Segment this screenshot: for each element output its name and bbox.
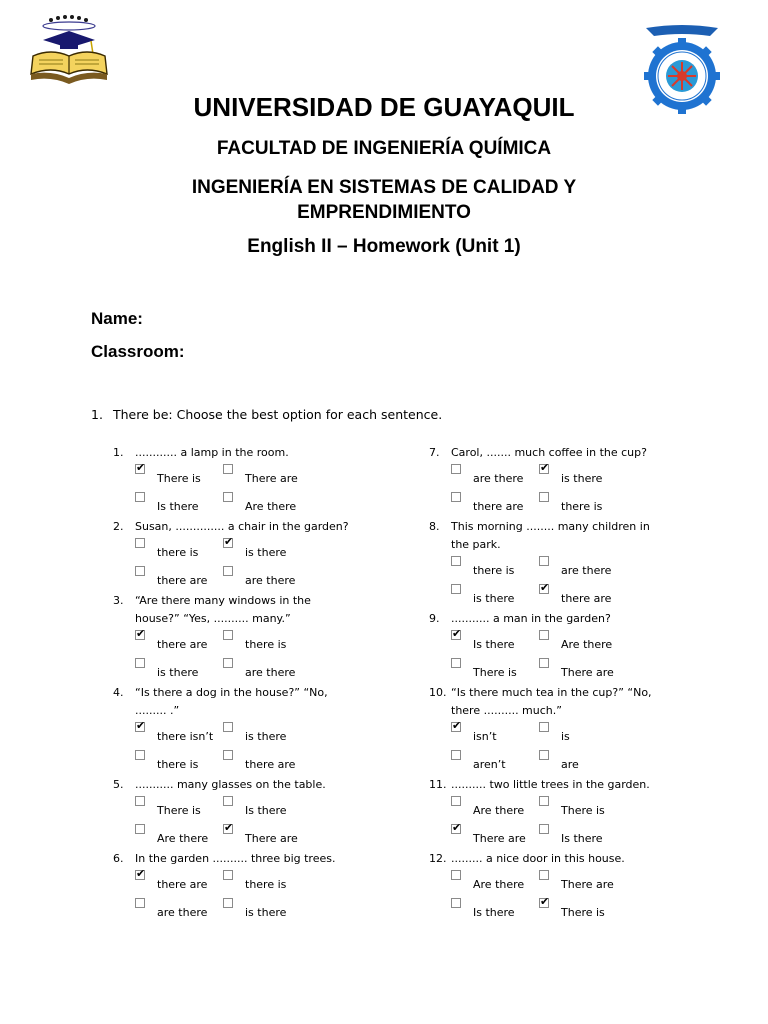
book-cap-icon <box>27 14 111 86</box>
question-text-row <box>429 684 689 720</box>
checkbox-icon[interactable] <box>135 658 145 668</box>
checked-box-icon[interactable] <box>223 535 234 548</box>
question-text-row <box>429 444 689 462</box>
check-mark-icon: ✔ <box>136 627 146 640</box>
check-mark-icon: ✔ <box>136 719 146 732</box>
question-text: This morning ........ many children in the park. <box>451 520 650 551</box>
question-text: “Is there much tea in the cup?” “No, there .......... much.” <box>451 686 652 717</box>
option-label: isn’t <box>473 730 497 743</box>
question-item <box>113 518 373 592</box>
question-number: 6. <box>113 852 124 865</box>
option-row <box>113 564 373 592</box>
option-label: There is <box>157 804 201 817</box>
checkbox-icon[interactable] <box>223 898 233 908</box>
option-label: there are <box>245 758 296 771</box>
check-mark-icon: ✔ <box>224 535 234 548</box>
option-label: There are <box>245 832 298 845</box>
checkbox-icon[interactable] <box>223 750 233 760</box>
checkbox-icon[interactable] <box>539 556 549 566</box>
instruction <box>91 407 442 422</box>
career-title-text: INGENIERÍA EN SISTEMAS DE CALIDAD Y EMPRENDIMIENTO <box>191 177 577 223</box>
question-text: “Is there a dog in the house?” “No, ......... .” <box>135 686 328 717</box>
question-item <box>113 444 373 518</box>
option-row <box>113 720 373 748</box>
checkbox-icon[interactable] <box>539 630 549 640</box>
option-label: Are there <box>157 832 209 845</box>
option-row <box>113 822 373 850</box>
option-row <box>429 868 689 896</box>
option-row <box>429 582 689 610</box>
checkbox-icon[interactable] <box>451 658 461 668</box>
checkbox-icon[interactable] <box>451 898 461 908</box>
question-text-row <box>113 684 373 720</box>
option-label: there isn’t <box>157 730 214 743</box>
checkbox-icon[interactable] <box>539 722 549 732</box>
checkbox-icon[interactable] <box>223 870 233 880</box>
name-label: Name: <box>91 309 143 328</box>
checkbox-icon[interactable] <box>135 796 145 806</box>
option-label: There are <box>245 472 298 485</box>
question-text: Carol, ....... much coffee in the cup? <box>451 446 647 459</box>
option-row <box>429 656 689 684</box>
option-label: is there <box>473 592 515 605</box>
option-row <box>113 794 373 822</box>
option-label: Are there <box>473 878 525 891</box>
check-mark-icon: ✔ <box>452 821 462 834</box>
question-text-row <box>429 776 689 794</box>
option-label: are there <box>561 564 612 577</box>
option-label: are there <box>245 574 296 587</box>
option-label: is there <box>245 730 287 743</box>
option-label: Are there <box>473 804 525 817</box>
option-label: are there <box>245 666 296 679</box>
checkbox-icon[interactable] <box>451 870 461 880</box>
question-item <box>429 610 689 684</box>
checkbox-icon[interactable] <box>223 566 233 576</box>
checkbox-icon[interactable] <box>135 492 145 502</box>
classroom-label: Classroom: <box>91 342 185 361</box>
option-row <box>113 490 373 518</box>
checkbox-icon[interactable] <box>451 796 461 806</box>
faculty-title: FACULTAD DE INGENIERÍA QUÍMICA <box>216 138 552 159</box>
question-number: 4. <box>113 686 124 699</box>
question-item <box>429 850 689 924</box>
checkbox-icon[interactable] <box>539 824 549 834</box>
option-label: There is <box>473 666 517 679</box>
question-number: 2. <box>113 520 124 533</box>
option-row <box>429 628 689 656</box>
option-label: are there <box>473 472 524 485</box>
checkbox-icon[interactable] <box>451 492 461 502</box>
option-row <box>113 656 373 684</box>
option-label: there is <box>561 500 603 513</box>
option-row <box>429 896 689 924</box>
question-text-row <box>429 610 689 628</box>
checkbox-icon[interactable] <box>135 898 145 908</box>
option-label: there is <box>157 546 199 559</box>
question-number: 10. <box>429 686 447 699</box>
checkbox-icon[interactable] <box>223 796 233 806</box>
option-label: there are <box>157 574 208 587</box>
option-label: There is <box>561 804 605 817</box>
checked-box-icon[interactable] <box>135 719 146 732</box>
question-item <box>429 684 689 776</box>
option-row <box>113 628 373 656</box>
checked-box-icon[interactable] <box>135 461 146 474</box>
question-number: 3. <box>113 594 124 607</box>
check-mark-icon: ✔ <box>136 461 146 474</box>
question-item <box>113 776 373 850</box>
option-label: there is <box>157 758 199 771</box>
check-mark-icon: ✔ <box>540 895 550 908</box>
question-text: ........... many glasses on the table. <box>135 778 326 791</box>
questions-right-column <box>429 444 689 924</box>
option-label: Are there <box>245 500 297 513</box>
option-row <box>429 554 689 582</box>
option-label: Are there <box>561 638 613 651</box>
question-item <box>429 518 689 610</box>
checkbox-icon[interactable] <box>539 750 549 760</box>
option-row <box>113 748 373 776</box>
check-mark-icon: ✔ <box>540 461 550 474</box>
question-text-row <box>113 776 373 794</box>
question-number: 12. <box>429 852 447 865</box>
question-item <box>113 850 373 924</box>
option-label: Is there <box>561 832 603 845</box>
option-row <box>113 868 373 896</box>
option-label: There are <box>473 832 526 845</box>
option-label: are there <box>157 906 208 919</box>
option-row <box>429 794 689 822</box>
checkbox-icon[interactable] <box>539 492 549 502</box>
option-row <box>429 720 689 748</box>
question-number: 8. <box>429 520 440 533</box>
question-item <box>429 776 689 850</box>
question-number: 11. <box>429 778 447 791</box>
option-label: There are <box>561 878 614 891</box>
option-label: there are <box>157 878 208 891</box>
option-row <box>429 822 689 850</box>
option-row <box>113 536 373 564</box>
option-label: is there <box>157 666 199 679</box>
career-title <box>0 175 768 225</box>
option-label: there is <box>473 564 515 577</box>
check-mark-icon: ✔ <box>136 867 146 880</box>
option-row <box>113 896 373 924</box>
question-text-row <box>113 592 373 628</box>
checked-box-icon[interactable] <box>539 895 550 908</box>
option-label: There are <box>561 666 614 679</box>
checkbox-icon[interactable] <box>539 796 549 806</box>
question-number: 9. <box>429 612 440 625</box>
option-label: aren’t <box>473 758 506 771</box>
question-item <box>113 592 373 684</box>
option-label: Is there <box>157 500 199 513</box>
check-mark-icon: ✔ <box>224 821 234 834</box>
question-text: .......... two little trees in the garden. <box>451 778 650 791</box>
checked-box-icon[interactable] <box>539 461 550 474</box>
question-text-row <box>113 518 373 536</box>
option-label: there are <box>561 592 612 605</box>
checkbox-icon[interactable] <box>451 584 461 594</box>
question-text: In the garden .......... three big trees. <box>135 852 336 865</box>
question-text-row <box>429 850 689 868</box>
checkbox-icon[interactable] <box>451 556 461 566</box>
question-number: 1. <box>113 446 124 459</box>
instruction-text: There be: Choose the best option for each sentence. <box>113 407 443 422</box>
course-title: English II – Homework (Unit 1) <box>247 236 521 257</box>
check-mark-icon: ✔ <box>540 581 550 594</box>
checkbox-icon[interactable] <box>223 658 233 668</box>
option-label: are <box>561 758 579 771</box>
checked-box-icon[interactable] <box>451 821 462 834</box>
question-text: ............ a lamp in the room. <box>135 446 289 459</box>
checkbox-icon[interactable] <box>451 750 461 760</box>
question-text-row <box>429 518 689 554</box>
option-label: there are <box>473 500 524 513</box>
question-number: 7. <box>429 446 440 459</box>
question-text-row <box>113 850 373 868</box>
checkbox-icon[interactable] <box>539 870 549 880</box>
checked-box-icon[interactable] <box>451 627 462 640</box>
option-label: There is <box>157 472 201 485</box>
checkbox-icon[interactable] <box>223 630 233 640</box>
option-label: Is there <box>473 906 515 919</box>
checkbox-icon[interactable] <box>539 658 549 668</box>
option-label: Is there <box>473 638 515 651</box>
question-text: “Are there many windows in the house?” “Yes, .......... many.” <box>135 594 311 625</box>
checkbox-icon[interactable] <box>223 722 233 732</box>
checked-box-icon[interactable] <box>135 627 146 640</box>
question-text: Susan, .............. a chair in the garden? <box>135 520 349 533</box>
option-row <box>429 462 689 490</box>
option-label: there are <box>157 638 208 651</box>
option-label: is there <box>245 546 287 559</box>
option-label: There is <box>561 906 605 919</box>
check-mark-icon: ✔ <box>452 719 462 732</box>
question-text: ......... a nice door in this house. <box>451 852 625 865</box>
option-row <box>429 490 689 518</box>
checkbox-icon[interactable] <box>451 464 461 474</box>
option-label: is <box>561 730 570 743</box>
option-row <box>113 462 373 490</box>
checkbox-icon[interactable] <box>135 566 145 576</box>
checkbox-icon[interactable] <box>135 538 145 548</box>
checkbox-icon[interactable] <box>223 464 233 474</box>
option-label: Is there <box>245 804 287 817</box>
checked-box-icon[interactable] <box>223 821 234 834</box>
instruction-number: 1. <box>91 407 103 422</box>
question-item <box>429 444 689 518</box>
question-text: ........... a man in the garden? <box>451 612 611 625</box>
checked-box-icon[interactable] <box>539 581 550 594</box>
checked-box-icon[interactable] <box>135 867 146 880</box>
question-text-row <box>113 444 373 462</box>
questions-left-column <box>113 444 373 924</box>
check-mark-icon: ✔ <box>452 627 462 640</box>
option-row <box>429 748 689 776</box>
checkbox-icon[interactable] <box>223 492 233 502</box>
university-title: UNIVERSIDAD DE GUAYAQUIL <box>193 92 575 122</box>
checkbox-icon[interactable] <box>135 824 145 834</box>
option-label: is there <box>245 906 287 919</box>
checkbox-icon[interactable] <box>135 750 145 760</box>
option-label: is there <box>561 472 603 485</box>
option-label: there is <box>245 638 287 651</box>
option-label: there is <box>245 878 287 891</box>
question-item <box>113 684 373 776</box>
checked-box-icon[interactable] <box>451 719 462 732</box>
question-number: 5. <box>113 778 124 791</box>
